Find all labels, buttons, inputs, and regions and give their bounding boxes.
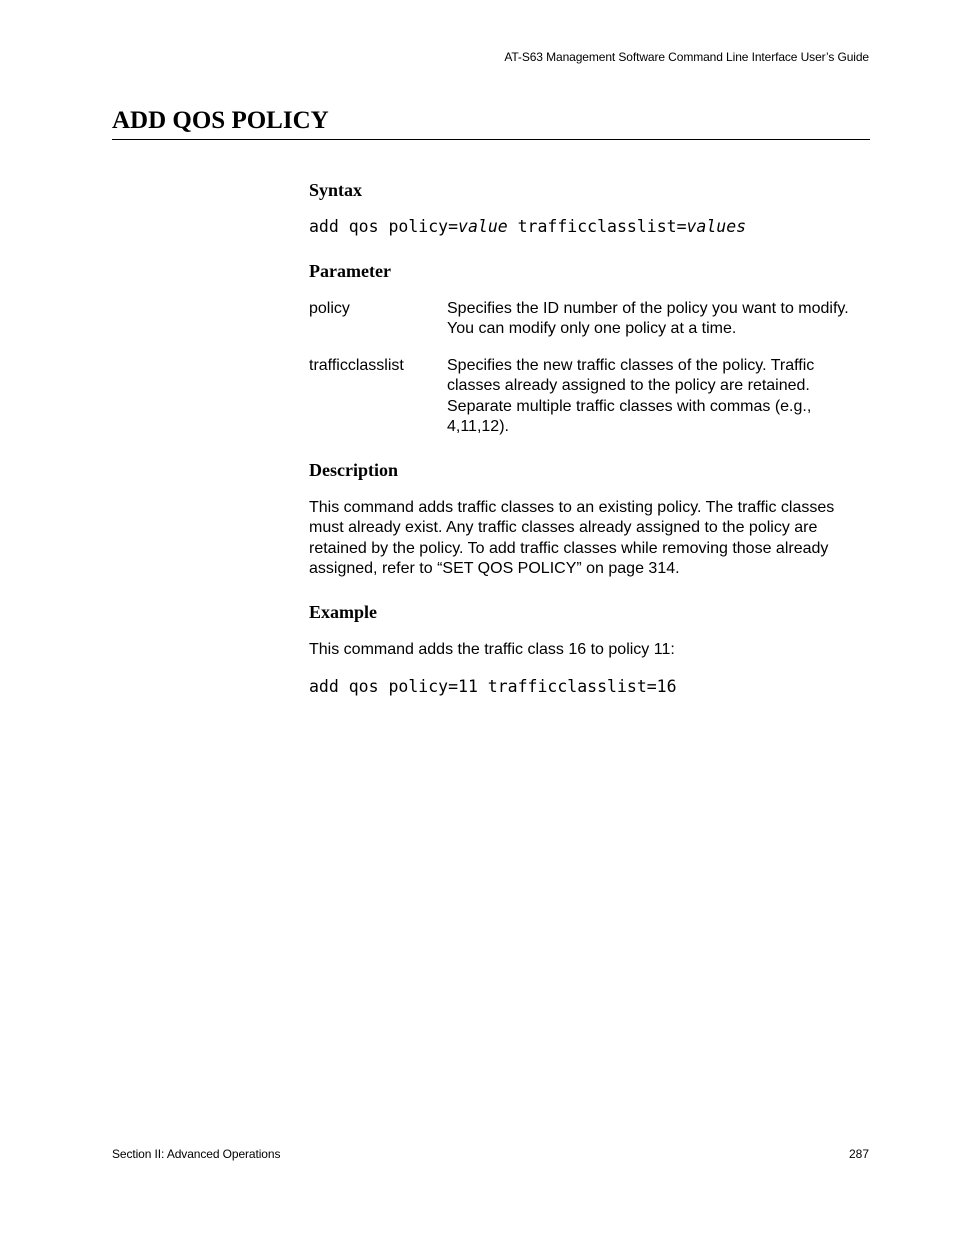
- syntax-command-part-1: add qos policy=: [309, 217, 459, 236]
- description-text: This command adds traffic classes to an existing policy. The traffic classes must already exist. Any traffic classes already assigned to the policy are retained by the policy. To add traffic classes while removing those already assigned, refer to “SET QOS POLICY” on page 314.: [309, 499, 835, 577]
- footer-section: Section II: Advanced Operations: [112, 1147, 281, 1161]
- example-text: This command adds the traffic class 16 to policy 11:: [309, 641, 675, 658]
- footer-page-number: 287: [848, 1147, 869, 1161]
- description-heading: Description: [309, 460, 398, 480]
- parameter-description-trafficclasslist: Specifies the new traffic classes of the policy. Traffic classes already assigned to the policy are retained. Separate multiple traffic classes with commas (e.g., 4,11,12).: [447, 357, 815, 435]
- example-command: add qos policy=11 trafficclasslist=16: [309, 677, 677, 696]
- page-title: ADD QOS POLICY: [112, 107, 329, 134]
- parameter-description-policy: Specifies the ID number of the policy you want to modify. You can modify only one policy at a time.: [447, 300, 849, 338]
- syntax-command-part-2: trafficclasslist=: [507, 217, 687, 236]
- parameter-name-policy: policy: [309, 300, 350, 317]
- syntax-argument-1: value: [458, 217, 508, 236]
- syntax-argument-2: values: [686, 217, 747, 236]
- example-heading: Example: [309, 602, 378, 622]
- title-rule: [112, 139, 870, 140]
- syntax-command: [309, 217, 746, 237]
- parameter-heading: Parameter: [309, 261, 391, 281]
- running-header: AT-S63 Management Software Command Line Interface User’s Guide: [504, 50, 869, 64]
- parameter-name-trafficclasslist: trafficclasslist: [309, 357, 404, 374]
- syntax-heading: Syntax: [309, 180, 363, 200]
